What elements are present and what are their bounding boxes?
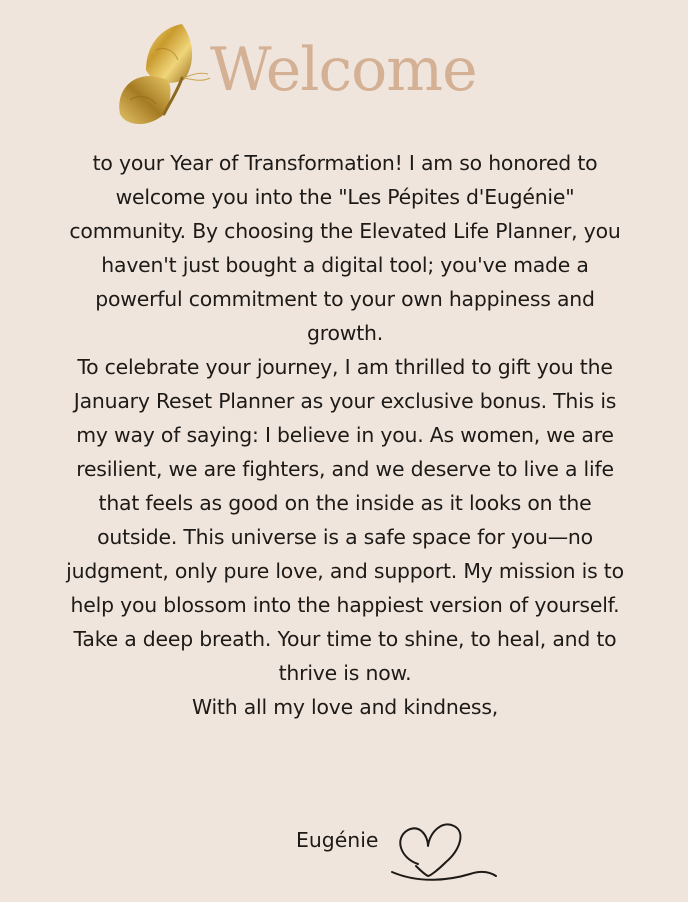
letter-paragraph: to your Year of Transformation! I am so honored to welcome you into the "Les Pépites d'Eugénie" community. By choosing the Elevated Life Planner, you haven't just bought a digital tool; you've made a powerful commitment to your own happiness and growth. [69, 151, 621, 345]
letter-closing: With all my love and kindness, [191, 695, 499, 719]
letter-paragraph: To celebrate your journey, I am thrilled to gift you the January Reset Planner as your exclusive bonus. This is my way of saying: I believe in you. As women, we are resilient, we are fighters, and we deserve to live a life that feels as good on the inside as it looks on the outside. This universe is a safe space for you—no judgment, only pure love, and support. My mission is to help you blossom into the happiest version of yourself. [66, 355, 624, 617]
hand-drawn-heart-icon [390, 818, 510, 886]
signature [290, 818, 520, 888]
page-title: Welcome [210, 35, 477, 105]
letter-body [60, 146, 630, 724]
gold-butterfly-icon [112, 20, 212, 132]
signature-name: Eugénie [296, 828, 379, 852]
letter-paragraph: Take a deep breath. Your time to shine, to heal, and to thrive is now. [73, 627, 617, 685]
header [0, 18, 688, 138]
